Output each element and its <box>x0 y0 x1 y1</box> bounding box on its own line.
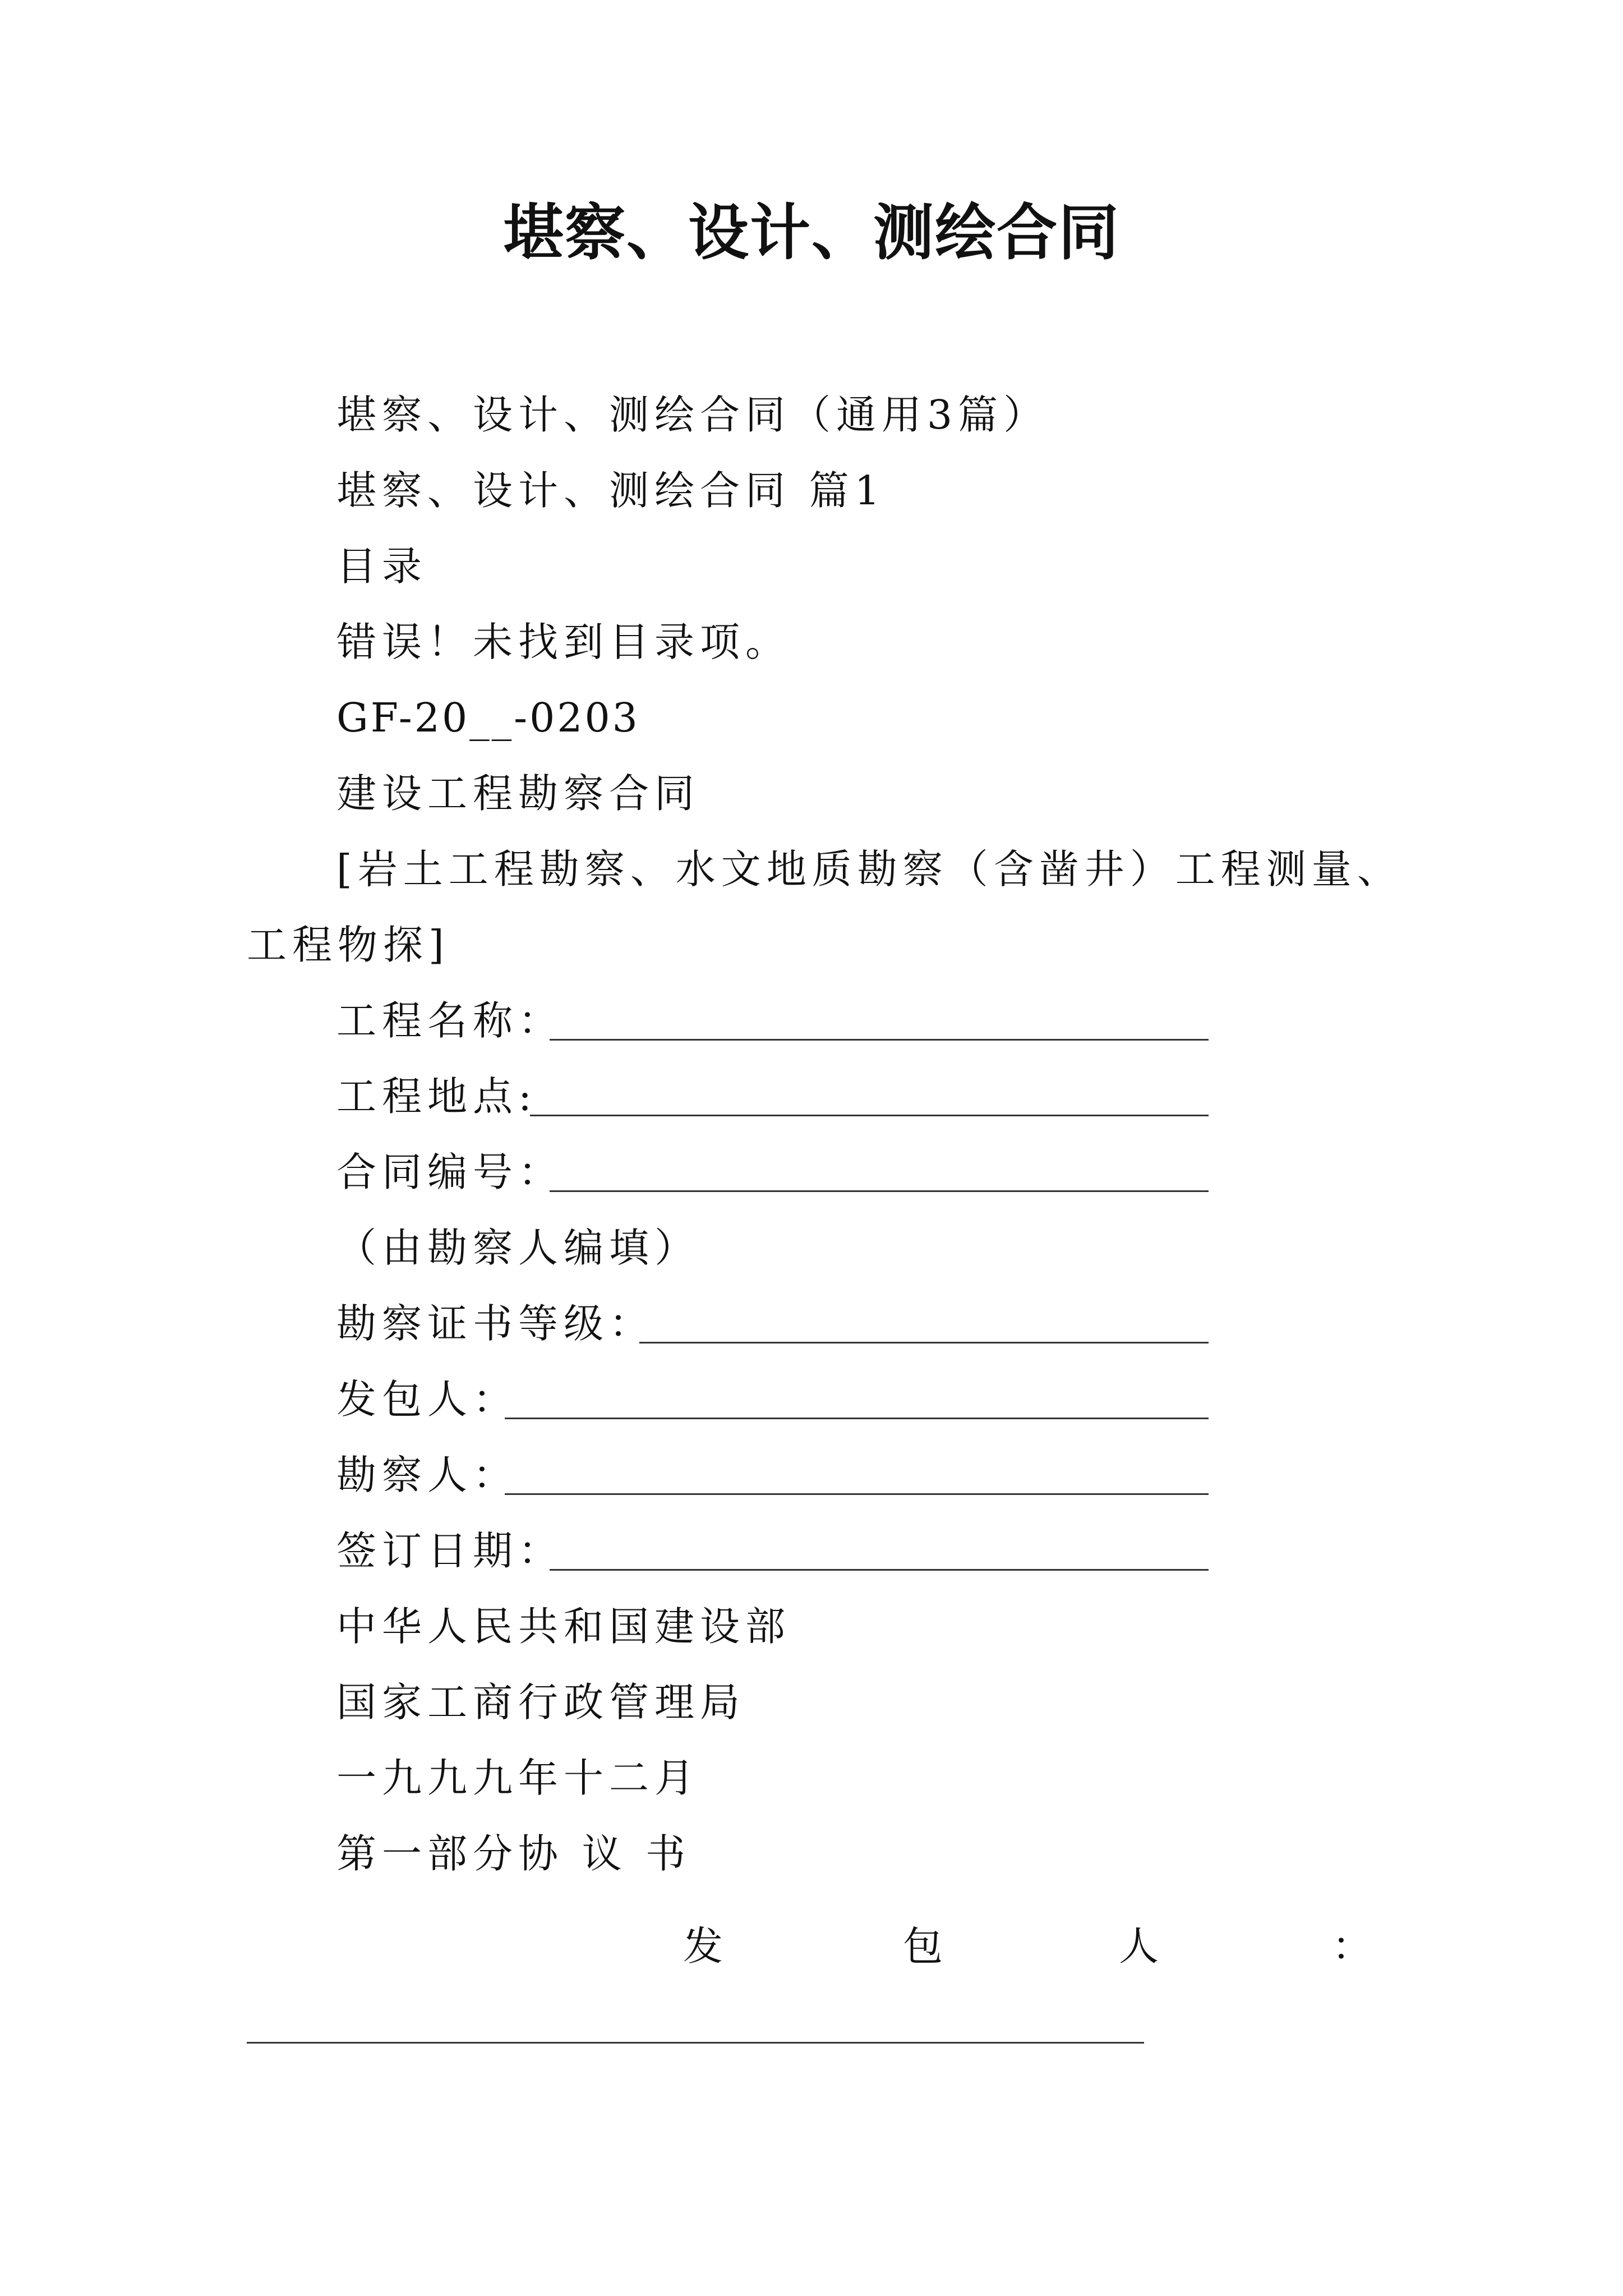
field-label: 工程名称： <box>336 997 564 1044</box>
party-underline <box>247 2042 1144 2044</box>
field-label: 合同编号： <box>336 1149 564 1195</box>
toc-error: 错误！未找到目录项。 <box>336 619 791 665</box>
blank-underline <box>505 1493 1209 1495</box>
party-char: 包 <box>903 1923 943 1970</box>
fill-note: （由勘察人编填） <box>336 1225 700 1271</box>
party-char: 人 <box>1119 1923 1159 1970</box>
field-project-name <box>336 993 1211 1049</box>
field-surveyor <box>336 1447 1211 1503</box>
field-label: 发包人： <box>336 1376 519 1423</box>
document-title: 堪察、设计、测绘合同 <box>502 197 1120 268</box>
section-heading: 堪察、设计、测绘合同 篇1 <box>336 467 886 514</box>
scope-line-2: 工程物探] <box>247 922 450 968</box>
field-certificate-grade <box>336 1296 1211 1352</box>
field-project-location <box>336 1069 1211 1125</box>
contract-name: 建设工程勘察合同 <box>336 770 700 817</box>
issuer-ministry: 中华人民共和国建设部 <box>336 1603 791 1650</box>
field-label: 勘察证书等级： <box>336 1300 655 1347</box>
blank-underline <box>639 1342 1209 1343</box>
field-contract-number <box>336 1144 1211 1200</box>
party-char: ： <box>1332 1923 1372 1970</box>
contract-code: GF-20__-0203 <box>336 694 640 741</box>
toc-heading: 目录 <box>336 543 428 590</box>
issue-date: 一九九九年十二月 <box>336 1755 700 1801</box>
blank-underline <box>505 1418 1209 1419</box>
blank-underline <box>550 1569 1209 1571</box>
part-one-heading: 第一部分协 议 书 <box>336 1830 691 1877</box>
issuer-bureau: 国家工商行政管理局 <box>336 1679 746 1726</box>
field-label: 勘察人： <box>336 1452 519 1498</box>
party-char: 发 <box>683 1923 723 1970</box>
field-employer <box>336 1372 1211 1428</box>
blank-underline <box>550 1039 1209 1041</box>
blank-underline <box>530 1115 1209 1116</box>
field-label: 工程地点: <box>336 1073 537 1120</box>
field-label: 签订日期： <box>336 1527 564 1574</box>
field-sign-date <box>336 1523 1211 1579</box>
scope-line-1: [岩土工程勘察、水文地质勘察（含凿井）工程测量、 <box>336 846 1403 892</box>
blank-underline <box>550 1190 1209 1192</box>
subtitle-line: 堪察、设计、测绘合同（通用3篇） <box>336 392 1049 438</box>
